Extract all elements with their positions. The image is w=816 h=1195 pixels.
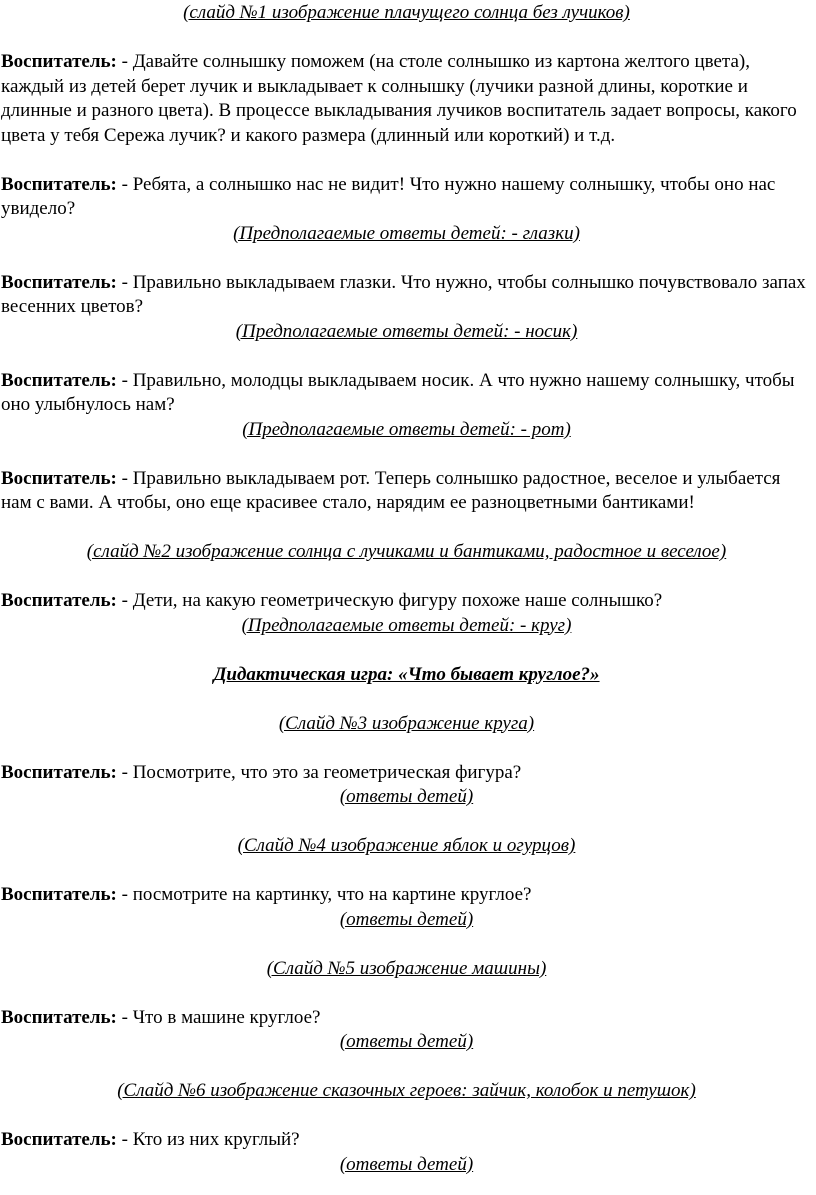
stage-note: (ответы детей) xyxy=(339,908,474,930)
dialog-text: - посмотрите на картинку, что на картине круглое? xyxy=(121,884,532,905)
dialog-line xyxy=(1,271,812,320)
speaker-label: Воспитатель: xyxy=(1,761,117,783)
paragraph-spacer xyxy=(1,687,812,712)
speaker-label: Воспитатель: xyxy=(1,271,117,293)
dialog-line xyxy=(1,467,812,516)
stage-note: (Слайд №3 изображение круга) xyxy=(278,712,535,734)
dialog-line xyxy=(1,883,812,908)
dialog-text: - Посмотрите, что это за геометрическая фигура? xyxy=(121,761,522,783)
stage-note: (слайд №2 изображение солнца с лучиками и бантиками, радостное и веселое) xyxy=(86,541,727,562)
dialog-text: - Ребята, а солнышко нас не видит! Что нужно нашему солнышку, чтобы оно нас увидело? xyxy=(1,173,776,219)
dialog-line xyxy=(1,589,812,614)
stage-note: (Слайд №5 изображение машины) xyxy=(266,957,547,979)
speaker-label: Воспитатель: xyxy=(1,884,117,905)
dialog-line xyxy=(1,1006,812,1031)
stage-note: (Слайд №4 изображение яблок и огурцов) xyxy=(237,835,576,856)
paragraph-spacer xyxy=(1,516,812,541)
paragraph-spacer xyxy=(1,638,812,663)
paragraph-spacer xyxy=(1,442,812,467)
dialog-line xyxy=(1,173,812,222)
paragraph-spacer xyxy=(1,344,812,369)
speaker-label: Воспитатель: xyxy=(1,369,117,391)
stage-note: (Предполагаемые ответы детей: - круг) xyxy=(241,614,572,636)
paragraph-spacer xyxy=(1,932,812,957)
stage-note: (ответы детей) xyxy=(339,1153,474,1175)
paragraph-spacer xyxy=(1,859,812,884)
dialog-line xyxy=(1,761,812,786)
dialog-text: - Кто из них круглый? xyxy=(121,1129,300,1150)
paragraph-spacer xyxy=(1,246,812,271)
dialog-line xyxy=(1,1128,812,1153)
speaker-label: Воспитатель: xyxy=(1,1129,117,1150)
paragraph-spacer xyxy=(1,810,812,835)
paragraph-spacer xyxy=(1,1104,812,1129)
dialog-line xyxy=(1,369,812,418)
dialog-line xyxy=(1,50,812,148)
paragraph-spacer xyxy=(1,26,812,51)
stage-note: (ответы детей) xyxy=(339,786,474,807)
dialog-text: - Давайте солнышку поможем (на столе солнышко из картона желтого цвета), каждый из детей берет лучик и выкладывает к солнышку (лучики разной длины, короткие и длинные и разного цвета). В процессе выкладывания лучиков воспитатель задает вопросы, какого цвета у тебя Сережа лучик? и какого размера (длинный или короткий) и т.д. xyxy=(1,51,797,146)
stage-note: (Предполагаемые ответы детей: - рот) xyxy=(242,418,571,440)
section-heading: Дидактическая игра: «Что бывает круглое?» xyxy=(213,663,600,685)
paragraph-spacer xyxy=(1,565,812,590)
paragraph-spacer xyxy=(1,1055,812,1080)
dialog-text: - Правильно выкладываем рот. Теперь солнышко радостное, веселое и улыбается нам с вами. А чтобы, оно еще красивее стало, нарядим ее разноцветными бантиками! xyxy=(1,467,781,513)
paragraph-spacer xyxy=(1,981,812,1006)
speaker-label: Воспитатель: xyxy=(1,590,117,611)
dialog-text: - Что в машине круглое? xyxy=(121,1006,321,1028)
stage-note: (Предполагаемые ответы детей: - глазки) xyxy=(233,222,580,244)
stage-note: (слайд №1 изображение плачущего солнца без лучиков) xyxy=(183,2,630,23)
speaker-label: Воспитатель: xyxy=(1,51,117,72)
speaker-label: Воспитатель: xyxy=(1,1006,117,1028)
dialog-text: - Дети, на какую геометрическую фигуру похоже наше солнышко? xyxy=(121,590,663,611)
speaker-label: Воспитатель: xyxy=(1,467,117,489)
dialog-text: - Правильно выкладываем глазки. Что нужно, чтобы солнышко почувствовало запах весенних цветов? xyxy=(1,271,806,317)
paragraph-spacer xyxy=(1,736,812,761)
stage-note: (Предполагаемые ответы детей: - носик) xyxy=(235,320,578,342)
stage-note: (Слайд №6 изображение сказочных героев: зайчик, колобок и петушок) xyxy=(117,1080,696,1101)
stage-note: (ответы детей) xyxy=(339,1031,474,1052)
dialog-text: - Правильно, молодцы выкладываем носик. А что нужно нашему солнышку, чтобы оно улыбнулось нам? xyxy=(1,369,795,415)
paragraph-spacer xyxy=(1,148,812,173)
speaker-label: Воспитатель: xyxy=(1,173,117,195)
